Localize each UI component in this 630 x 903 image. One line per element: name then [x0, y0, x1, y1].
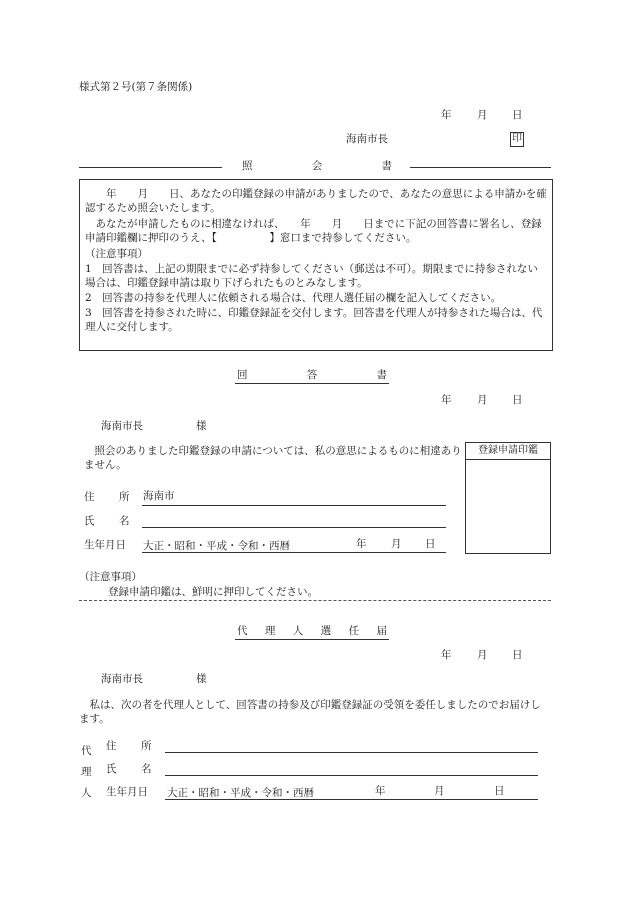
notice-paragraph-2: あなたが申請したものに相違なければ、 年 月 日までに下記の回答書に署名し、登録申請印鑑欄に押印のうえ、【 】窓口まで持参してください。 [85, 218, 542, 244]
notice-note-1: 1 回答書は、上記の期限までに必ず持参してください（郵送は不可）。期限までに持参されない場合は、印鑑登録申請は取り下げられたものとみなします。 [85, 263, 538, 289]
proxy-date-day-label: 日 [512, 649, 523, 661]
answer-name-label-char-1: 氏 [84, 515, 95, 527]
header-addressee: 海南市長 [346, 133, 388, 145]
proxy-side-label-char-1: 代 [81, 745, 92, 757]
proxy-birth-label: 生年月日 [106, 786, 148, 798]
seal-char: 印 [512, 133, 522, 144]
answer-name-line [142, 527, 446, 528]
answer-notes-heading: （注意事項） [79, 571, 142, 583]
proxy-title-char-5: 任 [348, 625, 360, 637]
answer-title-underline [235, 383, 389, 384]
notice-title-char-2: 会 [311, 160, 323, 172]
notice-paragraph-1: 年 月 日、あなたの印鑑登録の申請がありましたので、あなたの意思による申請かを確認するため照会いたします。 [85, 188, 547, 214]
proxy-title-char-2: 理 [264, 625, 276, 637]
notice-note-2: 2 回答書の持参を代理人に依頼される場合は、代理人選任届の欄を記入してください。 [85, 292, 502, 304]
date-year-label: 年 [441, 109, 452, 121]
answer-date-year-label: 年 [441, 394, 452, 406]
answer-title [237, 370, 387, 381]
notice-title [242, 161, 392, 172]
notice-title-rule-right [410, 167, 551, 168]
proxy-name-line [165, 775, 538, 776]
proxy-title-char-4: 選 [320, 625, 332, 637]
form-number: 様式第２号(第７条関係) [79, 81, 193, 93]
registration-seal-label: 登録申請印鑑 [478, 445, 538, 456]
answer-title-char-2: 答 [306, 369, 318, 381]
proxy-honorific: 様 [196, 673, 207, 685]
answer-date-month-label: 月 [477, 394, 488, 406]
proxy-date-year-label: 年 [441, 649, 452, 661]
answer-birth-line [142, 552, 446, 553]
answer-note: 登録申請印鑑は、鮮明に押印してください。 [108, 586, 318, 598]
answer-birth-month-label: 月 [391, 538, 402, 550]
proxy-title-char-1: 代 [237, 625, 248, 637]
answer-birth-day-label: 日 [425, 538, 436, 550]
proxy-address-line [165, 752, 538, 753]
notice-title-char-1: 照 [242, 160, 253, 172]
date-month-label: 月 [477, 109, 488, 121]
notice-box [79, 179, 553, 351]
proxy-date-month-label: 月 [477, 649, 488, 661]
proxy-side-label-char-3: 人 [81, 787, 92, 799]
answer-name-label-char-2: 名 [119, 515, 130, 527]
registration-seal-box [465, 442, 551, 554]
answer-addressee: 海南市長 [101, 420, 143, 432]
answer-address-label-char-2: 所 [119, 491, 130, 503]
registration-seal-label-rule [466, 459, 550, 460]
date-day-label: 日 [512, 109, 523, 121]
notice-notes-heading: （注意事項） [85, 248, 148, 260]
proxy-body: 私は、次の者を代理人として、回答書の持参及び印鑑登録証の受領を委任しましたのでお届けします。 [79, 699, 541, 725]
proxy-name-label-char-1: 氏 [106, 763, 117, 775]
proxy-birth-month-label: 月 [434, 785, 445, 797]
proxy-title-char-6: 届 [376, 625, 387, 637]
answer-honorific: 様 [196, 420, 207, 432]
proxy-title-underline [235, 639, 389, 640]
proxy-address-label-char-1: 住 [106, 740, 117, 752]
proxy-birth-year-label: 年 [375, 785, 386, 797]
notice-title-rule-left [79, 167, 222, 168]
answer-body: 照会のありました印鑑登録の申請については、私の意思によるものに相違ありません。 [84, 445, 462, 471]
proxy-address-label-char-2: 所 [141, 740, 152, 752]
answer-birth-year-label: 年 [356, 538, 367, 550]
answer-address-line [142, 505, 446, 506]
proxy-name-label-char-2: 名 [141, 763, 152, 775]
answer-title-char-3: 書 [376, 369, 387, 381]
answer-title-char-1: 回 [237, 369, 248, 381]
answer-eras: 大正・昭和・平成・令和・西暦 [143, 540, 290, 552]
proxy-title [237, 626, 387, 637]
section-separator [79, 600, 551, 601]
notice-note-3: 3 回答書を持参された時に、印鑑登録証を交付します。回答書を代理人が持参された場合は、代理人に交付します。 [85, 307, 543, 333]
answer-address-value: 海南市 [143, 490, 175, 502]
proxy-title-char-3: 人 [292, 625, 304, 637]
notice-title-char-3: 書 [381, 160, 392, 172]
proxy-addressee: 海南市長 [101, 673, 143, 685]
answer-birth-label: 生年月日 [84, 539, 126, 551]
answer-date-day-label: 日 [512, 394, 523, 406]
seal-mark [510, 132, 524, 147]
answer-address-label-char-1: 住 [84, 491, 95, 503]
proxy-birth-line [165, 799, 538, 800]
proxy-eras: 大正・昭和・平成・令和・西暦 [167, 787, 314, 799]
proxy-birth-day-label: 日 [494, 785, 505, 797]
proxy-side-label-char-2: 理 [81, 766, 92, 778]
